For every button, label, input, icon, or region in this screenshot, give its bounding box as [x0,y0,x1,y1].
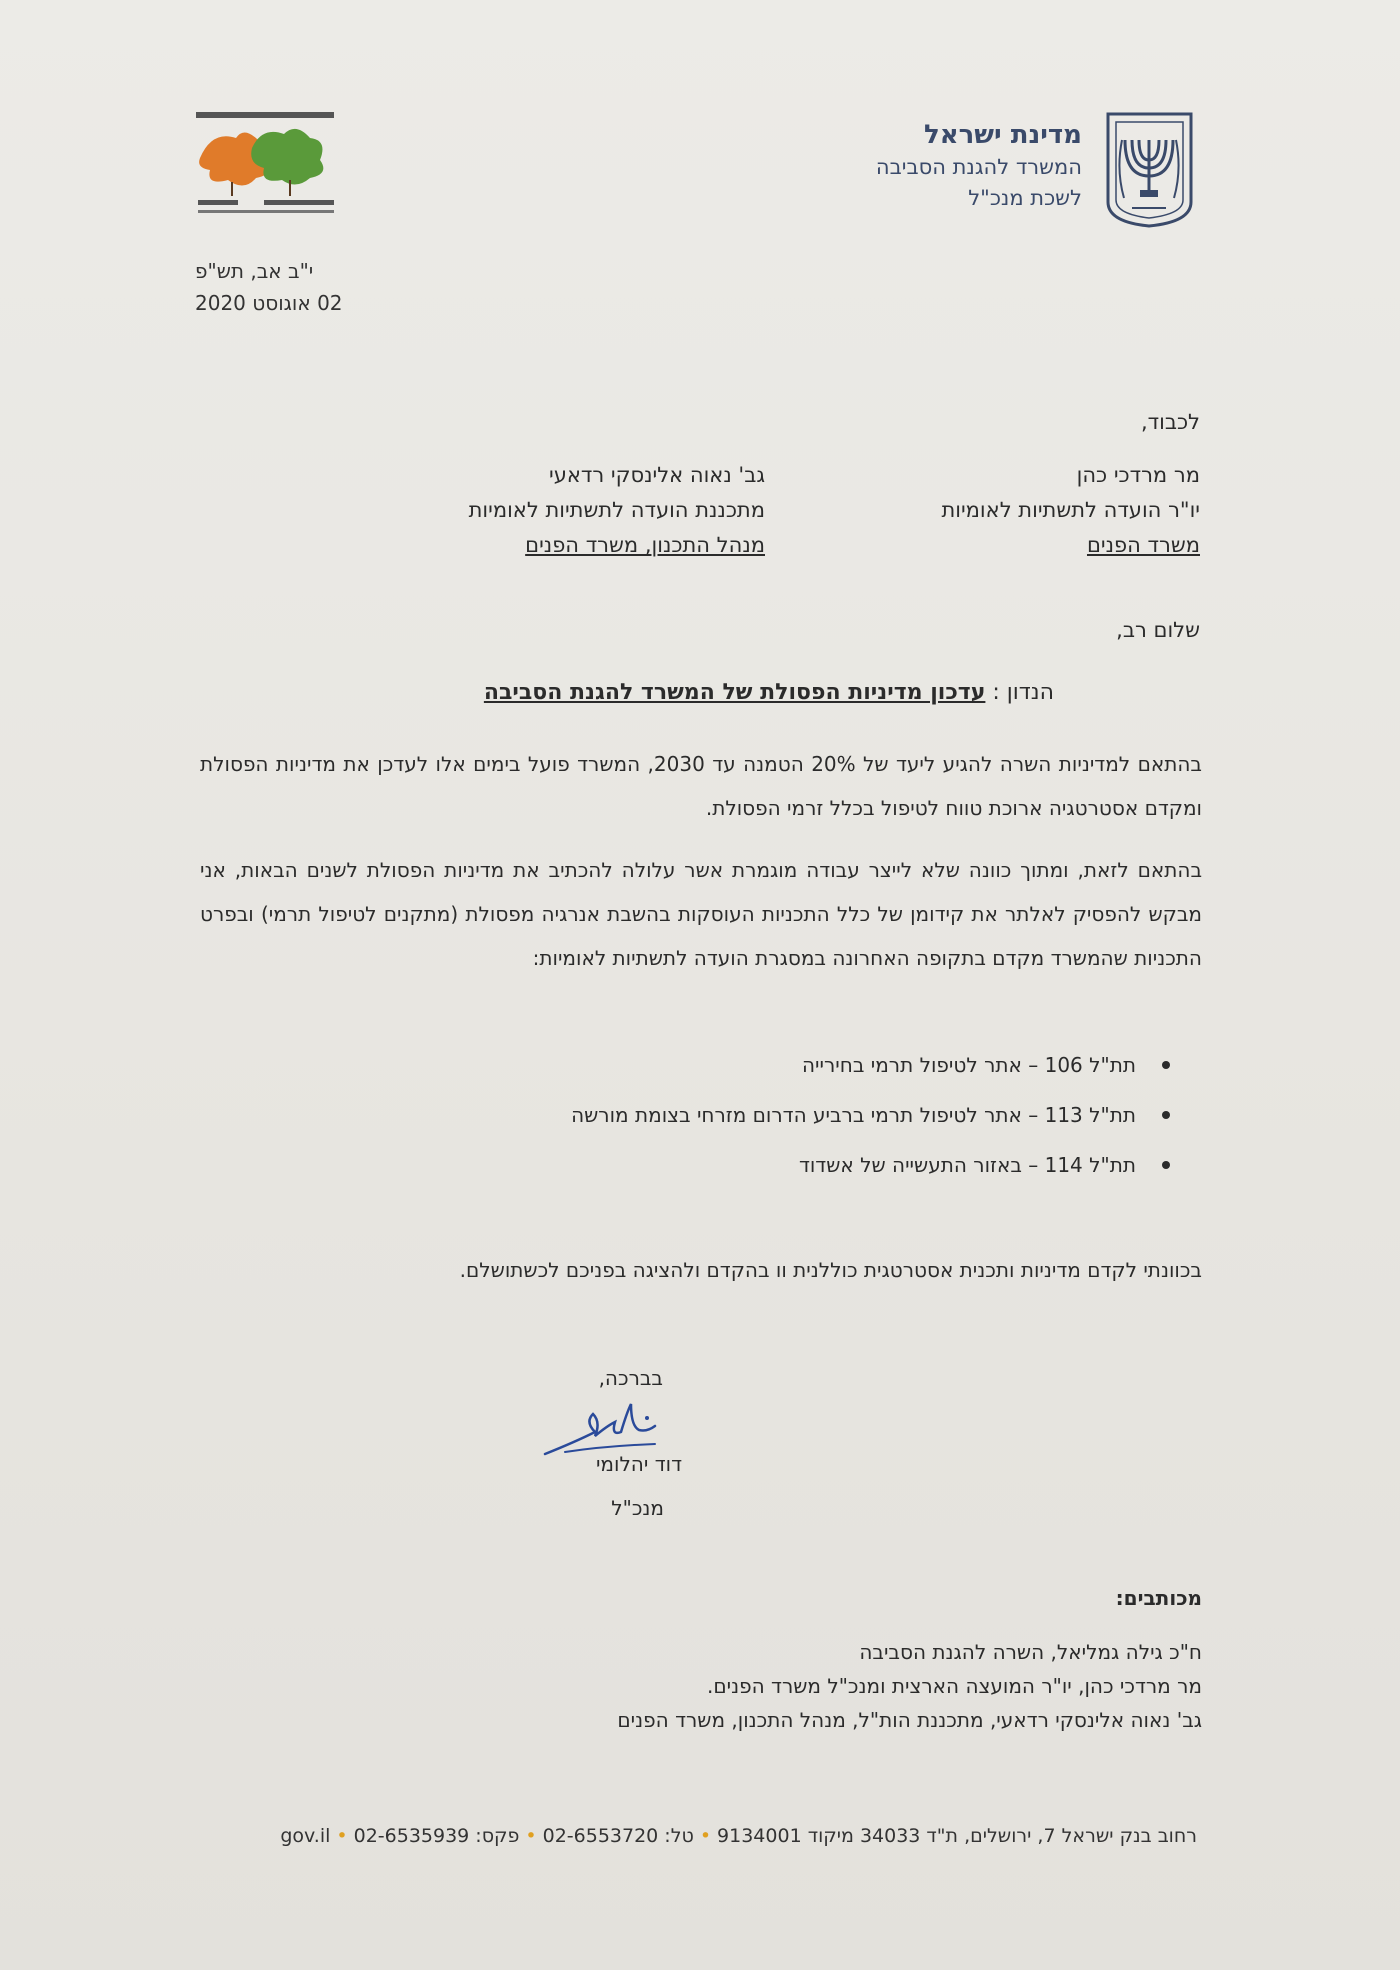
plan-list [571,1050,1170,1200]
bullet-icon [1162,1161,1170,1169]
signatory-role: מנכ"ל [611,1496,664,1520]
to-label: לכבוד, [1140,410,1200,434]
subject-label: הנדון : [992,680,1054,705]
hebrew-date: י"ב אב, תש"פ [195,259,314,283]
cc-item: ח"כ גילה גמליאל, השרה להגנת הסביבה [859,1640,1202,1664]
recipient-2 [469,458,765,563]
closing-paragraph: בכוונתי לקדם מדיניות ותכנית אסטרטגית כוללנית וו בהקדם ולהציגה בפניכם לכשתושלם. [459,1258,1202,1282]
footer-web: gov.il [280,1825,331,1847]
gregorian-date: 02 אוגוסט 2020 [195,291,343,315]
recipient-1 [941,458,1200,563]
bullet-icon [1162,1061,1170,1069]
recipient-name: מר מרדכי כהן [1076,463,1200,487]
signatory-name: דוד יהלומי [595,1452,682,1476]
subject-line [484,680,1054,705]
list-item: תת"ל 113 – אתר לטיפול תרמי ברביע הדרום מזרחי בצומת מורשה [571,1100,1170,1150]
footer-fax: פקס: 02-6535939 [353,1825,520,1847]
cc-heading: מכותבים: [1115,1586,1202,1610]
letter-date [195,255,343,319]
letter-footer: רחוב בנק ישראל 7, ירושלים, ת"ד 34033 מיקוד 9134001•טל: 02-6553720•פקס: 02-6535939•gov.il [280,1825,1197,1847]
cc-item: מר מרדכי כהן, יו"ר המועצה הארצית ומנכ"ל משרד הפנים. [707,1674,1202,1698]
ministry-header [876,118,1082,214]
recipient-name: גב' נאוה אלינסקי רדאעי [549,463,765,487]
footer-phone: טל: 02-6553720 [542,1825,694,1847]
recipient-title: יו"ר הועדה לתשתיות לאומיות [941,498,1200,522]
list-item: תת"ל 114 – באזור התעשייה של אשדוד [571,1150,1170,1200]
greeting: שלום רב, [1116,618,1200,642]
signature-blessing: בברכה, [598,1366,663,1390]
cc-list [617,1635,1202,1737]
list-item: תת"ל 106 – אתר לטיפול תרמי בחירייה [571,1050,1170,1100]
paragraph-1: בהתאם למדיניות השרה להגיע ליעד של 20% הטמנה עד 2030, המשרד פועל בימים אלו לעדכן את מדיניות הפסולת ומקדם אסטרטגיה ארוכת טווח לטיפול בכלל זרמי הפסולת. [200,752,1202,820]
recipient-org: מנהל התכנון, משרד הפנים [525,533,765,557]
recipient-org: משרד הפנים [1086,533,1200,557]
ministry-logo-icon [192,108,342,220]
office-name: לשכת מנכ"ל [968,186,1082,210]
bullet-icon [1162,1111,1170,1119]
state-emblem-icon [1102,110,1197,230]
state-name: מדינת ישראל [923,120,1082,150]
subject-title: עדכון מדיניות הפסולת של המשרד להגנת הסביבה [483,680,986,705]
paragraph-2: בהתאם לזאת, ומתוך כוונה שלא לייצר עבודה מוגמרת אשר עלולה להכתיב את מדיניות הפסולת לשנים הבאות, אני מבקש להפסיק לאלתר את קידומן של כלל התכניות העוסקות בהשבת אנרגיה מפסולת (מתקנים לטיפול תרמי) ובפרט התכניות שהמשרד מקדם בתקופה האחרונה במסגרת הועדה לתשתיות לאומיות: [200,858,1202,970]
recipient-title: מתכננת הועדה לתשתיות לאומיות [468,498,765,522]
ministry-name: המשרד להגנת הסביבה [875,155,1082,179]
cc-item: גב' נאוה אלינסקי רדאעי, מתכננת הות"ל, מנהל התכנון, משרד הפנים [617,1708,1202,1732]
footer-address: רחוב בנק ישראל 7, ירושלים, ת"ד 34033 מיקוד 9134001 [717,1825,1197,1847]
